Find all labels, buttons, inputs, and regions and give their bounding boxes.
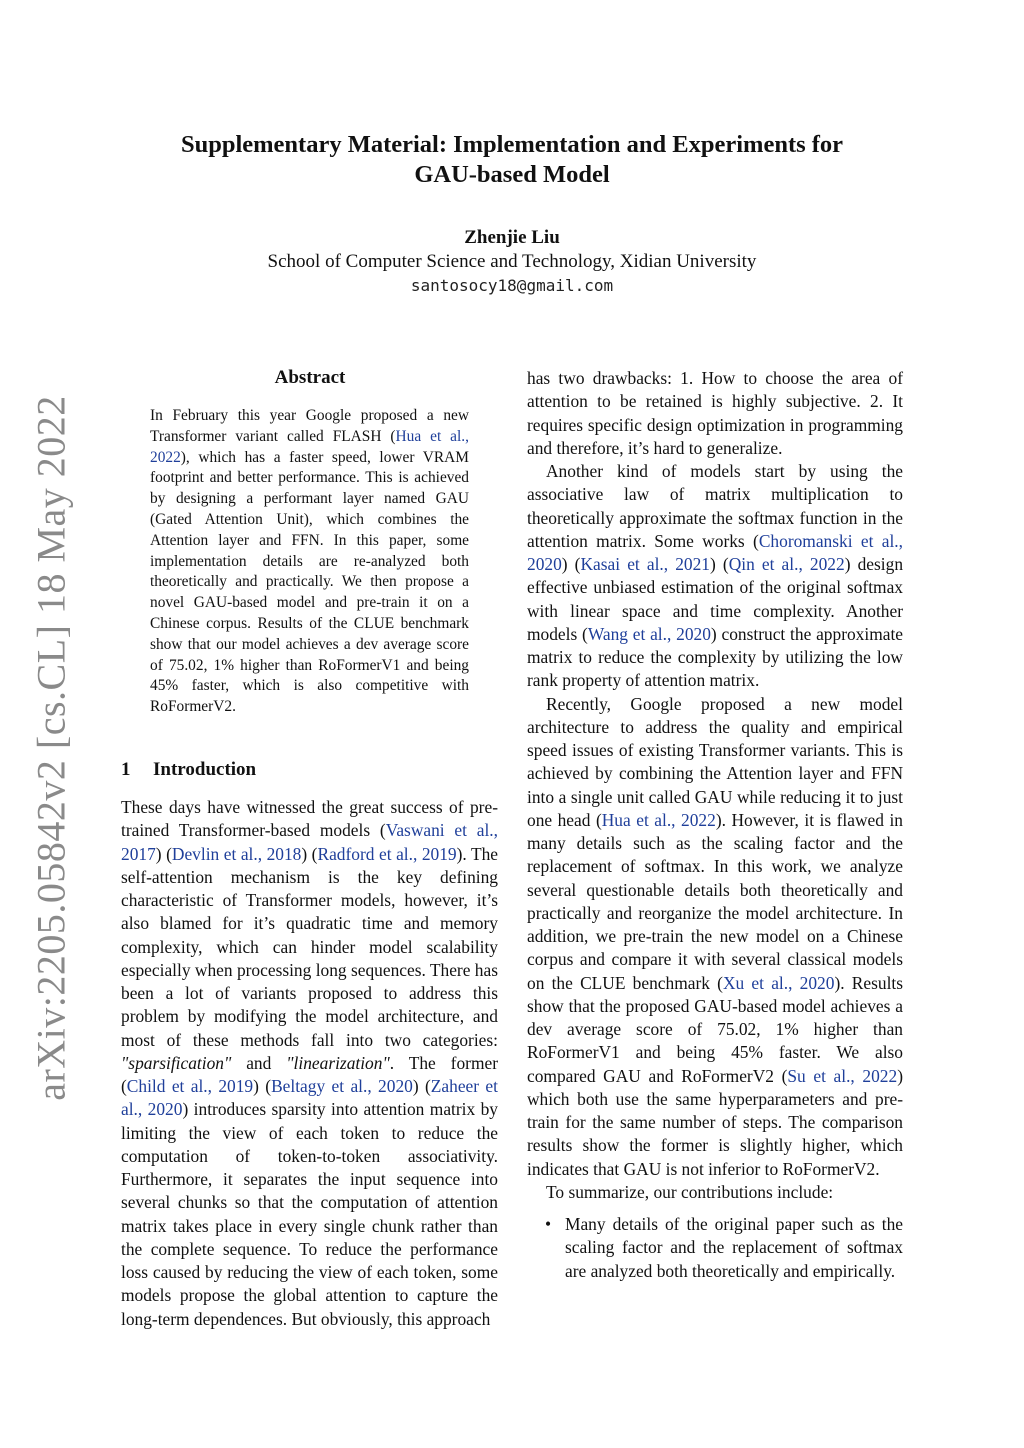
abstract-heading: Abstract bbox=[274, 367, 346, 388]
emphasis-term: "sparsification" bbox=[121, 1052, 232, 1073]
arxiv-identifier: arXiv:2205.05842v2 [cs.CL] 18 May 2022 bbox=[28, 394, 74, 1101]
arxiv-side-stamp bbox=[26, 394, 76, 1101]
citation-link[interactable]: Vaswani et al., 2017 bbox=[121, 820, 498, 864]
emphasis-term: "linearization" bbox=[286, 1052, 390, 1073]
paper-title bbox=[120, 130, 904, 190]
intro-paragraph-1: These days have witnessed the great success of pre-trained Transformer-based models (Vaswani et al., 2017) (Devlin et al., 2018) (Radford et al., 2019). The self-attention mechanism is the key defining characteristic of Transformer models, however, it’s also blamed for it’s quadratic time and memory complexity, which can hinder model scalability especially when processing long sequences. There has been a lot of variants proposed to address this problem by modifying the model architecture, and most of these methods fall into two categories: "sparsification" and "linearization". The former (Child et al., 2019) (Beltagy et al., 2020) (Zaheer et al., 2020) introduces sparsity into attention matrix by limiting the view of each token to reduce the computation of token-to-token associativity. Furthermore, it separates the input sequence into several chunks so that the computation of attention matrix takes place in every single chunk rather than the complete sequence. To reduce the performance loss caused by reducing the view of each token, some models propose the global attention to capture the long-term dependences. But obviously, this approach bbox=[121, 797, 499, 1329]
right-column-text bbox=[527, 367, 903, 1283]
section-heading-introduction bbox=[121, 758, 501, 782]
abstract-text: In February this year Google proposed a new Transformer variant called FLASH (Hua et al., 2022), which has a faster speed, lower VRAM footprint and better performance. This is achieved by designing a performant layer named GAU (Gated Attention Unit), which combines the Attention layer and FFN. In this paper, some implementation details are re-analyzed both theoretically and practically. We then propose a novel GAU-based model and pre-train it on a Chinese corpus. Results of the CLUE benchmark show that our model achieves a dev average score of 75.02, 1% higher than RoFormerV1 and being 45% faster, which is also competitive with RoFormerV2. bbox=[150, 407, 469, 716]
intro-paragraph-1-continued: has two drawbacks: 1. How to choose the area of attention to be retained is highly subjective. 2. It requires specific design optimization in programming and therefore, it’s hard to generalize. bbox=[527, 368, 903, 458]
author-name: Zhenjie Liu bbox=[464, 227, 560, 248]
section-number: 1 bbox=[121, 759, 131, 780]
citation-link[interactable]: Child et al., 2019 bbox=[126, 1076, 254, 1096]
intro-paragraph-4: To summarize, our contributions include: bbox=[546, 1181, 834, 1202]
bullet-icon: • bbox=[545, 1214, 552, 1234]
title-line-2: GAU-based Model bbox=[414, 161, 610, 188]
citation-link[interactable]: Devlin et al., 2018 bbox=[171, 843, 302, 864]
title-line-1: Supplementary Material: Implementation and Experiments for bbox=[180, 131, 844, 158]
citation-link[interactable]: Zaheer et al., 2020 bbox=[121, 1076, 498, 1120]
citation-link[interactable]: Beltagy et al., 2020 bbox=[271, 1076, 413, 1096]
citation-link[interactable]: Wang et al., 2020 bbox=[587, 623, 711, 644]
citation-link[interactable]: Choromanski et al., 2020 bbox=[527, 530, 903, 574]
list-item: • Many details of the original paper such as the scaling factor and the replacement of softmax are analyzed both theoretically and empirically. bbox=[545, 1214, 903, 1281]
citation-link[interactable]: Su et al., 2022 bbox=[787, 1065, 898, 1086]
citation-link[interactable]: Xu et al., 2020 bbox=[722, 972, 835, 993]
author-email[interactable]: santosocy18@gmail.com bbox=[410, 276, 614, 295]
left-column-text bbox=[121, 796, 498, 1331]
citation-link[interactable]: Kasai et al., 2021 bbox=[580, 554, 710, 574]
intro-paragraph-2: Another kind of models start by using the associative law of matrix multiplication to theoretically approximate the softmax function in the attention matrix. Some works (Choromanski et al., 2020) (Kasai et al., 2021) (Qin et al., 2022) design effective unbiased estimation of the original softmax with linear space and time complexity. Another models (Wang et al., 2020) construct the approximate matrix to reduce the complexity by utilizing the low rank property of attention matrix. bbox=[527, 461, 904, 691]
intro-paragraph-3: Recently, Google proposed a new model architecture to address the quality and empirical speed issues of existing Transformer variants. This is achieved by combining the Attention layer and FFN into a single unit called GAU while reducing it to just one head (Hua et al., 2022). However, it is flawed in many details such as the scaling factor and the replacement of softmax. In this work, we analyze several questionable details both theoretically and practically and reorganize the model architecture. In addition, we pre-train the new model on a Chinese corpus and compare it with several classical models on the CLUE benchmark (Xu et al., 2020). Results show that the proposed GAU-based model achieves a dev average score of 75.02, 1% higher than RoFormerV1 and being 45% faster. We also compared GAU and RoFormerV2 (Su et al., 2022) which both use the same hyperparameters and pre-train for the same number of steps. The comparison results show the former is slightly higher, which indicates that GAU is not inferior to RoFormerV2. bbox=[527, 693, 904, 1179]
citation-link[interactable]: Qin et al., 2022 bbox=[728, 554, 845, 574]
author-affiliation: School of Computer Science and Technology, Xidian University bbox=[267, 251, 757, 272]
citation-link[interactable]: Hua et al., 2022 bbox=[601, 809, 716, 830]
contributions-list bbox=[527, 1213, 903, 1283]
citation-link[interactable]: Radford et al., 2019 bbox=[317, 843, 457, 864]
section-title: Introduction bbox=[153, 759, 257, 780]
citation-link[interactable]: Hua et al., 2022 bbox=[150, 427, 469, 466]
